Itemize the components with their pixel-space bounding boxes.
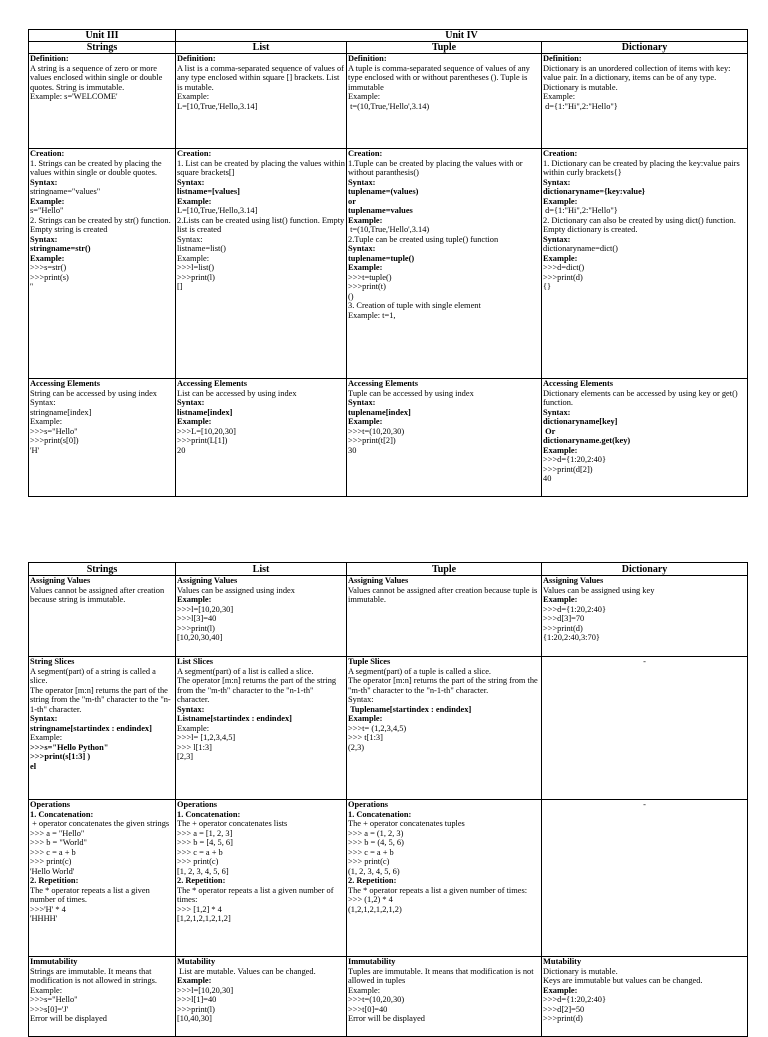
- cell-line: {}: [543, 282, 552, 291]
- cell-line: >>> b = [4, 5, 6]: [177, 838, 233, 847]
- cell-line: Values can be assigned using key: [543, 585, 655, 595]
- cell-line: A tuple is comma-separated sequence of values of any type enclosed with or without parentheses (). Tuple is immutable: [348, 63, 532, 92]
- cell-line: >>> c = a + b: [30, 847, 76, 857]
- cell-line: listname=list(): [177, 244, 226, 253]
- cell-line: >>>t= (1,2,3,4,5): [348, 723, 407, 733]
- cell-line: Example:: [543, 445, 578, 455]
- cell-line: 20: [177, 445, 186, 455]
- cell-line: The + operator concatenates tuples: [348, 819, 465, 828]
- cell-line: Example:: [177, 196, 212, 206]
- cell-line: Example:: [543, 595, 578, 604]
- cell-line: >>>print(d): [543, 623, 583, 633]
- cell-line: >>>d={1:20,2:40}: [543, 995, 606, 1004]
- cell-line: String can be accessed by using index: [30, 388, 157, 398]
- cell-line: The * operator repeats a list a given number of times.: [30, 885, 152, 904]
- cell-line: >>>l=[10,20,30]: [177, 985, 234, 995]
- cell-line: Syntax:: [348, 177, 376, 187]
- cell-line: Example:: [30, 253, 65, 263]
- tuple-operations-cell: [347, 800, 542, 957]
- strings-operations-cell: [29, 800, 176, 957]
- cell-line: Definition:: [177, 54, 216, 63]
- cell-line: >>> b = "World": [30, 838, 87, 847]
- strings-header: Strings: [29, 563, 176, 576]
- cell-line: Example:: [177, 92, 210, 101]
- cell-line: >>>print(d): [543, 1014, 583, 1023]
- cell-line: dictionaryname={key:value}: [543, 187, 646, 196]
- cell-line: Error will be displayed: [348, 1014, 425, 1023]
- cell-line: Syntax:: [177, 704, 205, 714]
- cell-line: Syntax:: [177, 398, 205, 407]
- cell-line: 'H': [30, 445, 40, 455]
- comparison-table-1: [28, 29, 748, 497]
- cell-line: Example:: [543, 985, 578, 995]
- cell-line: >>>print(d[2]): [543, 464, 593, 474]
- cell-line: Example:: [177, 417, 212, 426]
- cell-line: (2,3): [348, 742, 365, 752]
- cell-line: Example:: [30, 196, 65, 206]
- comparison-table-2: [28, 562, 748, 1037]
- cell-line: Accessing Elements: [348, 379, 419, 388]
- cell-line: Example:: [177, 976, 212, 985]
- cell-line: t=(10,True,'Hello',3.14): [348, 225, 430, 234]
- cell-line: 'Hello World': [30, 866, 75, 876]
- cell-line: [10,40,30]: [177, 1014, 212, 1023]
- cell-line: Syntax:: [30, 398, 56, 407]
- cell-line: Definition:: [543, 54, 582, 63]
- cell-line: Example:: [348, 417, 383, 426]
- cell-line: 2. Repetition:: [348, 876, 397, 885]
- cell-line: >>> t[1:3]: [348, 733, 383, 742]
- cell-line: L=[10,True,'Hello,3.14]: [177, 206, 258, 215]
- cell-line: -: [643, 657, 646, 666]
- strings-assigning-cell: [29, 576, 176, 657]
- cell-line: Example:: [177, 723, 210, 733]
- cell-line: tuplename=values: [348, 206, 413, 215]
- cell-line: [2,3]: [177, 752, 194, 761]
- dictionary-mutability-cell: [542, 957, 748, 1037]
- cell-line: Assigning Values: [543, 576, 604, 585]
- cell-line: >>>L=[10,20,30]: [177, 426, 236, 436]
- assigning-row: [29, 576, 748, 657]
- cell-line: Example:: [30, 417, 63, 426]
- cell-line: Error will be displayed: [30, 1014, 107, 1023]
- dictionary-creation-cell: [542, 149, 748, 379]
- cell-line: or: [348, 196, 356, 206]
- cell-line: List can be accessed by using index: [177, 388, 297, 398]
- cell-line: >>>print(L[1]): [177, 436, 228, 445]
- cell-line: Tuples are immutable. It means that modification is not allowed in tuples: [348, 966, 536, 985]
- cell-line: Assigning Values: [30, 576, 91, 585]
- cell-line: Syntax:: [543, 177, 571, 187]
- cell-line: tuplename=tuple(): [348, 253, 415, 263]
- creation-row: [29, 149, 748, 379]
- cell-line: Syntax:: [177, 177, 205, 187]
- cell-line: Example: t=1,: [348, 310, 396, 320]
- list-mutability-cell: [176, 957, 347, 1037]
- cell-line: 2. Repetition:: [177, 876, 226, 885]
- cell-line: >>>print(l): [177, 1004, 215, 1014]
- list-header: List: [176, 42, 347, 54]
- cell-line: 1. Dictionary can be created by placing the key:value pairs within curly brackets{}: [543, 158, 742, 177]
- cell-line: List are mutable. Values can be changed.: [177, 966, 316, 976]
- cell-line: Example:: [177, 595, 212, 604]
- list-definition-cell: [176, 54, 347, 149]
- cell-line: Or: [543, 426, 556, 436]
- dictionary-operations-cell: [542, 800, 748, 957]
- strings-creation-cell: [29, 149, 176, 379]
- unit-4-header: Unit IV: [176, 30, 748, 42]
- cell-line: >>>t=(10,20,30): [348, 426, 405, 436]
- cell-line: Immutability: [348, 957, 396, 966]
- cell-line: The operator [m:n] returns the part of the string from the "m-th" character to the "n-1-th" character.: [348, 676, 540, 695]
- cell-line: >>>s="Hello": [30, 426, 78, 436]
- cell-line: Creation:: [177, 149, 212, 158]
- cell-line: >>>d[3]=70: [543, 614, 585, 623]
- cell-line: Assigning Values: [348, 576, 409, 585]
- tuple-header: Tuple: [347, 563, 542, 576]
- cell-line: >>>print(s): [30, 272, 69, 282]
- cell-line: Example:: [348, 92, 381, 101]
- cell-line: t=(10,True,'Hello',3.14): [348, 101, 430, 111]
- cell-line: Mutability: [177, 957, 216, 966]
- cell-line: (1,2,1,2,1,2,1,2): [348, 904, 402, 914]
- cell-line: >>> a = "Hello": [30, 828, 85, 838]
- cell-line: {1:20,2:40,3:70}: [543, 633, 600, 642]
- tuple-creation-cell: [347, 149, 542, 379]
- cell-line: >>>d=dict(): [543, 263, 585, 272]
- dictionary-accessing-cell: [542, 379, 748, 497]
- cell-line: >>>s[0]='J': [30, 1004, 69, 1014]
- cell-line: Syntax:: [30, 234, 58, 244]
- cell-line: >>>print(t): [348, 282, 386, 291]
- cell-line: Syntax:: [30, 714, 58, 723]
- cell-line: >>>t=tuple(): [348, 272, 392, 282]
- cell-line: Tuple can be accessed by using index: [348, 388, 474, 398]
- cell-line: Assigning Values: [177, 576, 238, 585]
- cell-line: 2. Repetition:: [30, 876, 79, 885]
- cell-line: 1.Tuple can be created by placing the values with or without paranthesis(): [348, 158, 525, 177]
- cell-line: >>>'H' * 4: [30, 904, 66, 914]
- cell-line: Dictionary is mutable.: [543, 966, 618, 976]
- cell-line: stringname="values": [30, 187, 101, 196]
- cell-line: Tuple Slices: [348, 657, 391, 666]
- cell-line: Operations: [348, 800, 389, 809]
- cell-line: (): [348, 291, 354, 301]
- mutability-row: [29, 957, 748, 1037]
- cell-line: >>> print(c): [177, 857, 219, 866]
- cell-line: Immutability: [30, 957, 78, 966]
- cell-line: dictionaryname[key]: [543, 417, 618, 426]
- list-slices-cell: [176, 657, 347, 800]
- cell-line: 'HHHH': [30, 914, 58, 923]
- cell-line: Syntax:: [348, 398, 376, 407]
- accessing-row: [29, 379, 748, 497]
- unit-3-header: Unit III: [29, 30, 176, 42]
- cell-line: 1. Strings can be created by placing the values within single or double quotes.: [30, 158, 164, 177]
- cell-line: >>>print(t[2]): [348, 436, 396, 445]
- cell-line: Values cannot be assigned after creation because string is immutable.: [30, 585, 167, 604]
- list-operations-cell: [176, 800, 347, 957]
- cell-line: The operator [m:n] returns the part of the string from the "m-th" character to the "n-1-th" character.: [177, 676, 339, 704]
- cell-line: L=[10,True,'Hello,3.14]: [177, 101, 258, 111]
- cell-line: [1, 2, 3, 4, 5, 6]: [177, 866, 229, 876]
- cell-line: Definition:: [348, 54, 387, 63]
- cell-line: List Slices: [177, 657, 214, 666]
- cell-line: >>>l[1]=40: [177, 995, 217, 1004]
- cell-line: Definition:: [30, 54, 69, 63]
- cell-line: A segment(part) of a string is called a slice.: [30, 666, 158, 685]
- cell-line: dictionaryname=dict(): [543, 244, 618, 253]
- cell-line: >>>l= [1,2,3,4,5]: [177, 733, 236, 742]
- cell-line: Example:: [30, 733, 63, 742]
- definition-row: [29, 54, 748, 149]
- cell-line: Dictionary is an unordered collection of items with key: value pair. In a dictionary, items can be of any type. Dictionary is mutable.: [543, 63, 733, 92]
- cell-line: Creation:: [348, 149, 383, 158]
- list-creation-cell: [176, 149, 347, 379]
- cell-line: Keys are immutable but values can be changed.: [543, 976, 703, 985]
- cell-line: Creation:: [30, 149, 65, 158]
- list-header: List: [176, 563, 347, 576]
- cell-line: Operations: [177, 800, 218, 809]
- cell-line: Syntax:: [543, 407, 571, 417]
- cell-line: Example:: [543, 196, 578, 206]
- cell-line: dictionaryname.get(key): [543, 436, 631, 445]
- cell-line: Example:: [30, 985, 63, 995]
- cell-line: Listname[startindex : endindex]: [177, 714, 292, 723]
- cell-line: >>> print(c): [30, 857, 72, 866]
- cell-line: [1,2,1,2,1,2,1,2]: [177, 914, 231, 923]
- cell-line: Strings are immutable. It means that modification is not allowed in strings.: [30, 966, 158, 985]
- cell-line: Accessing Elements: [543, 379, 614, 388]
- cell-line: >>> b = (4, 5, 6): [348, 838, 404, 847]
- tuple-slices-cell: [347, 657, 542, 800]
- cell-line: Example:: [177, 253, 210, 263]
- strings-definition-cell: [29, 54, 176, 149]
- list-assigning-cell: [176, 576, 347, 657]
- cell-line: >>>print(s[0]): [30, 436, 79, 445]
- cell-line: 1. List can be created by placing the values within square brackets[]: [177, 158, 348, 177]
- cell-line: 2. Dictionary can also be created by using dict() function. Empty dictionary is created.: [543, 215, 738, 234]
- cell-line: >>> c = a + b: [348, 847, 394, 857]
- cell-line: Values cannot be assigned after creation because tuple is immutable.: [348, 585, 540, 604]
- cell-line: >>>l=list(): [177, 263, 215, 272]
- strings-accessing-cell: [29, 379, 176, 497]
- cell-line: >>>s=str(): [30, 263, 67, 272]
- cell-line: >>>s="Hello Python": [30, 742, 109, 752]
- cell-line: >>> print(c): [348, 857, 390, 866]
- cell-line: >>> c = a + b: [177, 847, 223, 857]
- cell-line: The * operator repeats a list a given number of times:: [348, 885, 528, 895]
- cell-line: Example:: [543, 92, 576, 101]
- cell-line: Syntax:: [177, 234, 203, 244]
- cell-line: >>> a = [1, 2, 3]: [177, 828, 233, 838]
- cell-line: []: [177, 282, 183, 291]
- cell-line: Syntax:: [348, 244, 376, 253]
- cell-line: listname[index]: [177, 407, 233, 417]
- cell-line: >>>d={1:20,2:40}: [543, 455, 606, 464]
- tuple-assigning-cell: [347, 576, 542, 657]
- slices-row: [29, 657, 748, 800]
- dictionary-definition-cell: [542, 54, 748, 149]
- cell-line: 2. Strings can be created by str() function. Empty string is created: [30, 215, 173, 234]
- cell-line: s="Hello": [30, 206, 64, 215]
- tuple-definition-cell: [347, 54, 542, 149]
- tuple-header: Tuple: [347, 42, 542, 54]
- cell-line: The * operator repeats a list a given number of times:: [177, 885, 336, 904]
- cell-line: >>>s="Hello": [30, 995, 78, 1004]
- cell-line: 3. Creation of tuple with single element: [348, 301, 481, 310]
- cell-line: Example:: [348, 263, 383, 272]
- dictionary-header: Dictionary: [542, 563, 748, 576]
- cell-line: Accessing Elements: [30, 379, 101, 388]
- dictionary-assigning-cell: [542, 576, 748, 657]
- dictionary-header: Dictionary: [542, 42, 748, 54]
- cell-line: stringname[index]: [30, 407, 92, 417]
- cell-line: >>>l[3]=40: [177, 614, 217, 623]
- cell-line: 1. Concatenation:: [177, 809, 241, 819]
- cell-line: >>> [1,2] * 4: [177, 904, 222, 914]
- cell-line: Operations: [30, 800, 71, 809]
- tuple-mutability-cell: [347, 957, 542, 1037]
- cell-line: tuplename[index]: [348, 407, 411, 417]
- cell-line: Syntax:: [348, 695, 374, 704]
- cell-line: Accessing Elements: [177, 379, 248, 388]
- cell-line: >>> a = (1, 2, 3): [348, 828, 404, 838]
- cell-line: >>>print(d): [543, 272, 583, 282]
- cell-line: Tuplename[startindex : endindex]: [348, 704, 472, 714]
- cell-line: [10,20,30,40]: [177, 633, 223, 642]
- cell-line: stringname[startindex : endindex]: [30, 723, 152, 733]
- cell-line: 2.Tuple can be created using tuple() function: [348, 234, 499, 244]
- operations-row: [29, 800, 748, 957]
- cell-line: tuplename=(values): [348, 187, 419, 196]
- cell-line: Example:: [543, 253, 578, 263]
- cell-line: A segment(part) of a list is called a slice.: [177, 666, 314, 676]
- cell-line: Values can be assigned using index: [177, 585, 295, 595]
- cell-line: Syntax:: [30, 177, 58, 187]
- cell-line: -: [643, 800, 646, 809]
- cell-line: >>>print(l): [177, 272, 215, 282]
- cell-line: 1. Concatenation:: [30, 809, 94, 819]
- cell-line: >>>d={1:20,2:40}: [543, 604, 606, 614]
- cell-line: >>>l=[10,20,30]: [177, 604, 234, 614]
- cell-line: A list is a comma-separated sequence of values of any type enclosed within square [] brackets. List is mutable.: [177, 63, 347, 92]
- tuple-accessing-cell: [347, 379, 542, 497]
- cell-line: A segment(part) of a tuple is called a slice.: [348, 666, 492, 676]
- cell-line: Example:: [348, 714, 383, 723]
- cell-line: The operator [m:n] returns the part of the string from the "m-th" character to the "n-1-th" character.: [30, 685, 171, 714]
- cell-line: 40: [543, 474, 552, 483]
- cell-line: A string is a sequence of zero or more values enclosed within single or double quotes. String is immutable.: [30, 63, 165, 92]
- cell-line: >>>print(s[1:3] ): [30, 752, 91, 761]
- strings-slices-cell: [29, 657, 176, 800]
- cell-line: '': [30, 282, 34, 291]
- cell-line: (1, 2, 3, 4, 5, 6): [348, 866, 400, 876]
- cell-line: stringname=str(): [30, 244, 91, 253]
- cell-line: listname=[values]: [177, 187, 240, 196]
- cell-line: d={1:"Hi",2:"Hello"}: [543, 206, 618, 215]
- cell-line: The + operator concatenates lists: [177, 819, 288, 828]
- cell-line: >>> l[1:3]: [177, 742, 212, 752]
- cell-line: >>> (1,2) * 4: [348, 895, 393, 904]
- cell-line: String Slices: [30, 657, 75, 666]
- cell-line: 30: [348, 445, 357, 455]
- cell-line: Example: s='WELCOME': [30, 92, 118, 101]
- cell-line: el: [30, 761, 37, 771]
- cell-line: Creation:: [543, 149, 578, 158]
- cell-line: + operator concatenates the given strings: [30, 819, 170, 828]
- cell-line: d={1:"Hi",2:"Hello"}: [543, 101, 618, 111]
- cell-line: >>>t=(10,20,30): [348, 995, 405, 1004]
- cell-line: Example:: [348, 215, 383, 225]
- cell-line: Example:: [348, 985, 381, 995]
- cell-line: >>>d[2]=50: [543, 1004, 585, 1014]
- cell-line: 1. Concatenation:: [348, 809, 412, 819]
- cell-line: Mutability: [543, 957, 582, 966]
- cell-line: Dictionary elements can be accessed by using key or get() function.: [543, 388, 740, 407]
- cell-line: >>>t[0]=40: [348, 1004, 388, 1014]
- dictionary-slices-cell: [542, 657, 748, 800]
- strings-header: Strings: [29, 42, 176, 54]
- list-accessing-cell: [176, 379, 347, 497]
- cell-line: >>>print(l): [177, 623, 215, 633]
- cell-line: Syntax:: [543, 234, 571, 244]
- cell-line: 2.Lists can be created using list() function. Empty list is created: [177, 215, 347, 234]
- strings-mutability-cell: [29, 957, 176, 1037]
